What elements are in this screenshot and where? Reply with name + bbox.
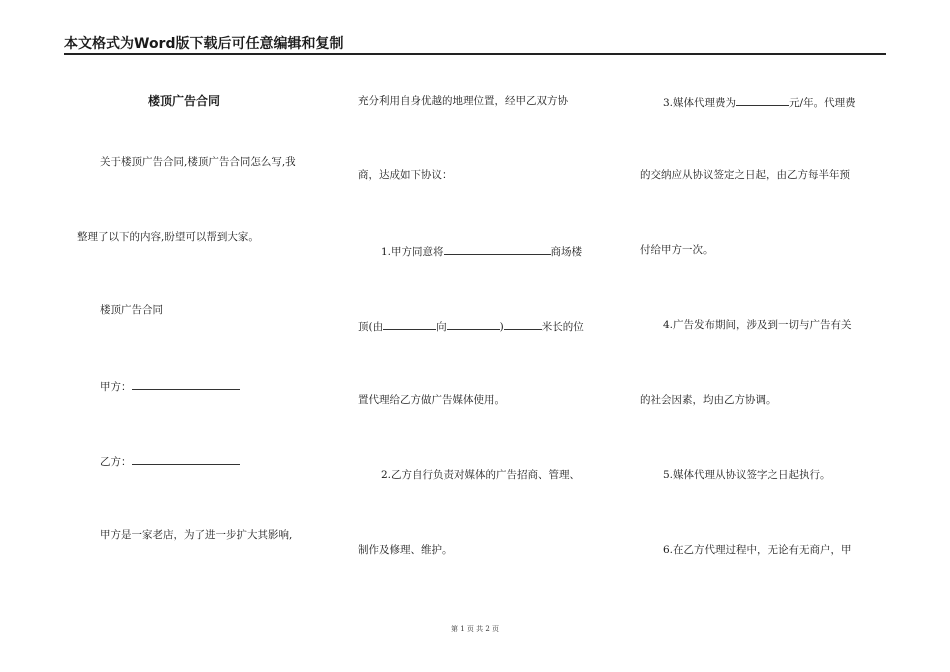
header-divider [64,53,886,55]
clause-1-blank-d [504,318,542,330]
clause-4-line-2: 的社会因素，均由乙方协调。 [640,394,777,406]
clause-3-line-1 [663,94,856,110]
clause-3-line-3: 付给甲方一次。 [640,244,714,256]
party-b-label: 乙方： [100,456,132,468]
clause-1-text-e: ) [499,321,504,333]
clause-1-line-2 [358,318,584,334]
party-b-line [100,453,240,469]
clause-3-line-2: 的交纳应从协议签定之日起，由乙方每半年预 [640,169,850,181]
clause-1-line-3: 置代理给乙方做广告媒体使用。 [358,394,505,406]
clause-6-line-1: 6.在乙方代理过程中，无论有无商户，甲 [663,544,852,556]
clause-1-text-c: 顶(由 [358,321,384,333]
clause-1-blank-c [447,318,500,330]
contract-heading: 楼顶广告合同 [100,304,163,316]
intro-line-2: 整理了以下的内容,盼望可以帮到大家。 [77,231,259,243]
clause-3-blank [736,94,789,106]
party-a-line [100,378,240,394]
clause-1-text-a: 1.甲方同意将 [381,246,444,258]
party-a-label: 甲方： [100,381,132,393]
header-title: 本文格式为Word版下载后可任意编辑和复制 [64,36,344,52]
clause-1-text-d: 向 [436,321,447,333]
paragraph-line-1: 甲方是一家老店，为了进一步扩大其影响, [100,529,293,541]
clause-1-line-1 [381,243,582,259]
clause-2-line-2: 制作及修理、维护。 [358,544,453,556]
clause-4-line-1: 4.广告发布期间，涉及到一切与广告有关 [663,319,852,331]
intro-line-1: 关于楼顶广告合同,楼顶广告合同怎么写,我 [100,156,296,168]
clause-1-blank-a [444,243,551,255]
col2-line-2: 商，达成如下协议： [358,169,453,181]
clause-2-line-1: 2.乙方自行负责对媒体的广告招商、管理、 [381,469,581,481]
col2-line-1: 充分利用自身优越的地理位置，经甲乙双方协 [358,95,568,107]
party-b-blank [132,453,240,465]
clause-1-text-f: 米长的位 [541,321,584,333]
party-a-blank [132,378,240,390]
clause-3-text-a: 3.媒体代理费为 [663,97,737,109]
clause-5-line-1: 5.媒体代理从协议签字之日起执行。 [663,469,831,481]
clause-1-blank-b [383,318,436,330]
clause-3-text-b: 元/年。代理费 [789,97,856,109]
page-footer: 第 1 页 共 2 页 [450,625,500,633]
clause-1-text-b: 商场楼 [550,246,583,258]
document-title: 楼顶广告合同 [148,94,221,108]
